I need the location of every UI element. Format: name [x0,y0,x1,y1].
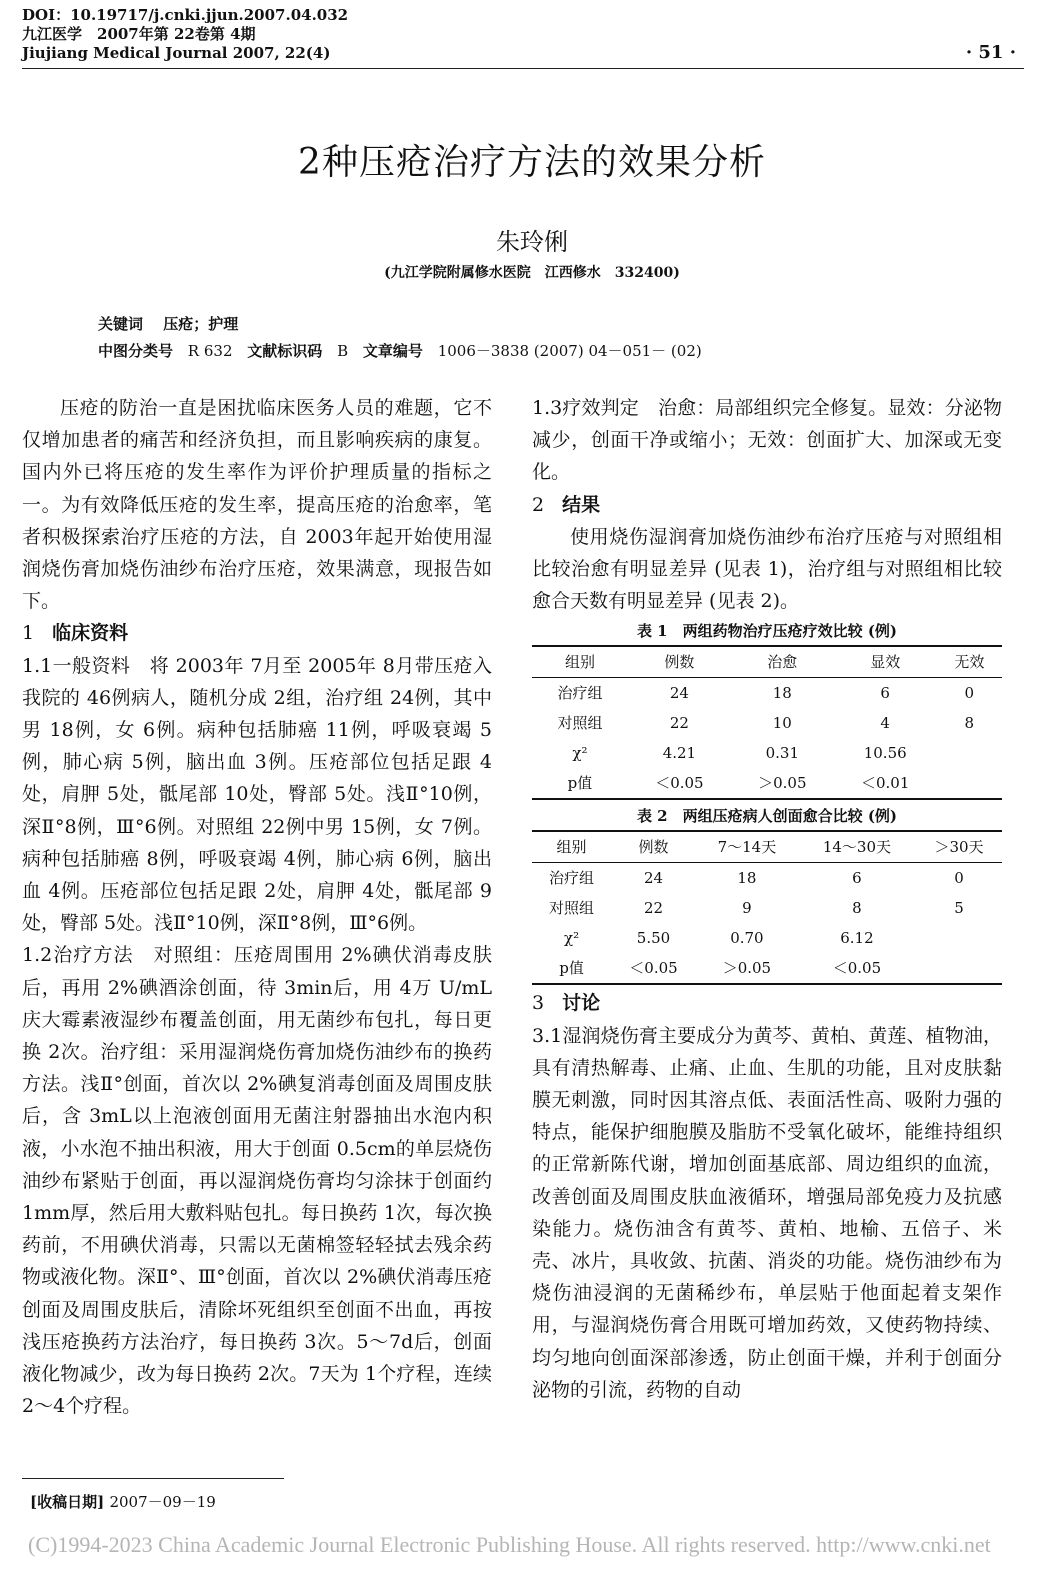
table-header-cell: 治愈 [731,646,834,678]
section-3-1-paragraph: 3.1湿润烧伤膏主要成分为黄芩、黄柏、黄莲、植物油，具有清热解毒、止痛、止血、生肌的功能，且对皮肤黏膜无刺激，同时因其溶点低、表面活性高、吸附力强的特点，能保护细胞膜及脂肪不受氧化破坏，能维持组织的正常新陈代谢，增加创面基底部、周边组织的血流，改善创面及周围皮肤血液循环，增强局部免疫力及抗感染能力。烧伤油含有黄芩、黄柏、地榆、五倍子、米壳、冰片，具收敛、抗菌、消炎的功能。烧伤油纱布为烧伤油浸润的无菌稀纱布，单层贴于他面起着支架作用，与湿润烧伤膏合用既可增加药效，又使药物持续、均匀地向创面深部渗透，防止创面干燥，并利于创面分泌物的引流，药物的自动 [532,1024,1002,1401]
table-row: 治疗组 24 18 6 0 [549,869,964,888]
clc-value: R 632 [187,342,233,360]
left-column [22,392,492,1423]
author-name: 朱玲俐 [496,228,568,256]
header-rule [22,68,1024,69]
journal-cn-line: 九江医学 2007年第 22卷第 4期 [22,25,256,43]
keywords-label: 关键词 [98,315,144,333]
section-3-heading: 3 讨论 [532,992,601,1015]
received-date: 2007－09－19 [109,1493,216,1511]
table-header-cell: 7～14天 [696,831,798,863]
table-row: p值 ＜0.05 ＞0.05 ＜0.05 [532,953,1002,984]
section-1-3-paragraph: 1.3疗效判定 治愈：局部组织完全修复。显效：分泌物减少，创面干净或缩小；无效：创面扩大、加深或无变化。 [532,397,1002,484]
section-1-3-heading: 1.3疗效判定 [532,397,639,419]
table-header-cell: 组别 [532,831,611,863]
table-header-cell: 显效 [834,646,937,678]
section-1-1-paragraph: 1.1一般资料 将 2003年 7月至 2005年 8月带压疮入我院的 46例病人，随机分成 2组，治疗组 24例，其中男 18例，女 6例。病种包括肺癌 11例，呼吸衰竭 5例，肺心病 5例，脑出血 3例。压疮部位包括足跟 4处，肩胛 5处，骶尾部 10处，臀部 5处。浅Ⅱ°10例，深Ⅱ°8例，Ⅲ°6例。对照组 22例中男 15例，女 7例。病种包括肺癌 8例，呼吸衰竭 4例，肺心病 6例，脑出血 4例。压疮部位包括足跟 2处，肩胛 4处，骶尾部 9处，臀部 5处。浅Ⅱ°10例，深Ⅱ°8例，Ⅲ°6例。 [22,654,493,935]
doc-code-label: 文献标识码 [247,342,323,360]
section-1-2-paragraph: 1.2治疗方法 对照组：压疮周围用 2%碘伏消毒皮肤后，再用 2%碘酒涂创面，待 3min后，用 4万 U/mL庆大霉素液湿纱布覆盖创面，用无菌纱布包扎，每日更换 2次。治疗组：采用湿润烧伤膏加烧伤油纱布的换药方法。浅Ⅱ°创面，首次以 2%碘复消毒创面及周围皮肤后，含 3mL以上泡液创面用无菌注射器抽出水泡内积液，小水泡不抽出积液，用大于创面 0.5cm的单层烧伤油纱布紧贴于创面，再以湿润烧伤膏均匀涂抹于创面约 1mm厚，然后用大敷料贴包扎。每日换药 1次，每次换药前，不用碘伏消毒，只需以无菌棉签轻轻拭去残余药物或液化物。深Ⅱ°、Ⅲ°创面，首次以 2%碘伏消毒压疮创面及周围皮肤后，清除坏死组织至创面不出血，再按浅压疮换药方法治疗，每日换药 3次。5～7d后，创面液化物减少，改为每日换药 2次。7天为 1个疗程，连续 2～4个疗程。 [22,944,492,1418]
intro-paragraph: 压疮的防治一直是困扰临床医务人员的难题，它不仅增加患者的痛苦和经济负担，而且影响疾病的康复。国内外已将压疮的发生率作为评价护理质量的指标之一。为有效降低压疮的发生率，提高压疮的治愈率，笔者积极探索治疗压疮的方法，自 2003年起开始使用湿润烧伤膏加烧伤油纱布治疗压疮，效果满意，现报告如下。 [22,397,492,613]
table-header-cell: 例数 [611,831,696,863]
table-row: χ² 4.21 0.31 10.56 [572,744,907,763]
classification-line [98,340,712,361]
clc-label: 中图分类号 [98,342,174,360]
article-title: 2种压疮治疗方法的效果分析 [298,142,766,183]
section-2-heading: 2 结果 [532,493,601,516]
running-header [22,6,348,63]
footnote-rule [22,1478,284,1479]
keywords-text: 压疮；护理 [163,315,239,333]
article-no-value: 1006－3838 (2007) 04－051－ (02) [437,342,702,360]
table-2-caption: 表 2 两组压疮病人创面愈合比较 (例) [636,807,898,826]
section-1-2-heading: 1.2治疗方法 [22,944,134,967]
table-header-cell: 组别 [532,646,628,678]
table-1 [532,645,1002,800]
table-header-cell: ＞30天 [916,831,1002,863]
table-2 [532,830,1002,985]
table-header-cell: 例数 [628,646,731,678]
section-1-1-heading: 1.1一般资料 [22,654,131,677]
table-1-caption: 表 1 两组药物治疗压疮疗效比较 (例) [636,622,898,641]
keywords-line [98,313,238,334]
page-number: · 51 · [965,42,1016,63]
journal-en-line: Jiujiang Medical Journal 2007, 22(4) [22,44,331,62]
article-no-label: 文章编号 [362,342,423,360]
doi-line: DOI：10.19717/j.cnki.jjun.2007.04.032 [22,6,349,24]
table-row: 对照组 22 9 8 5 [549,899,964,918]
table-row: 对照组 22 10 4 8 [557,714,975,733]
author-affiliation: (九江学院附属修水医院 江西修水 332400) [384,265,680,281]
section-2-paragraph: 使用烧伤湿润膏加烧伤油纱布治疗压疮与对照组相比较治愈有明显差异 (见表 1)，治疗组与对照组相比较愈合天数有明显差异 (见表 2)。 [532,525,1002,613]
table-row: 治疗组 24 18 6 0 [557,684,975,703]
received-label: [收稿日期] [30,1493,105,1511]
received-date-line [30,1491,216,1512]
doc-code-value: B [337,342,349,360]
table-row: χ² 5.50 0.70 6.12 [563,929,874,948]
copyright-watermark: (C)1994-2023 China Academic Journal Electronic Publishing House. All rights reserved. http://www.cnki.net [28,1532,991,1557]
table-row: p值 ＜0.05 ＞0.05 ＜0.01 [532,768,1002,799]
table-header-cell: 无效 [937,646,1002,678]
table-header-cell: 14～30天 [798,831,916,863]
section-1-heading: 1 临床资料 [22,622,129,645]
right-column [532,392,1002,1406]
